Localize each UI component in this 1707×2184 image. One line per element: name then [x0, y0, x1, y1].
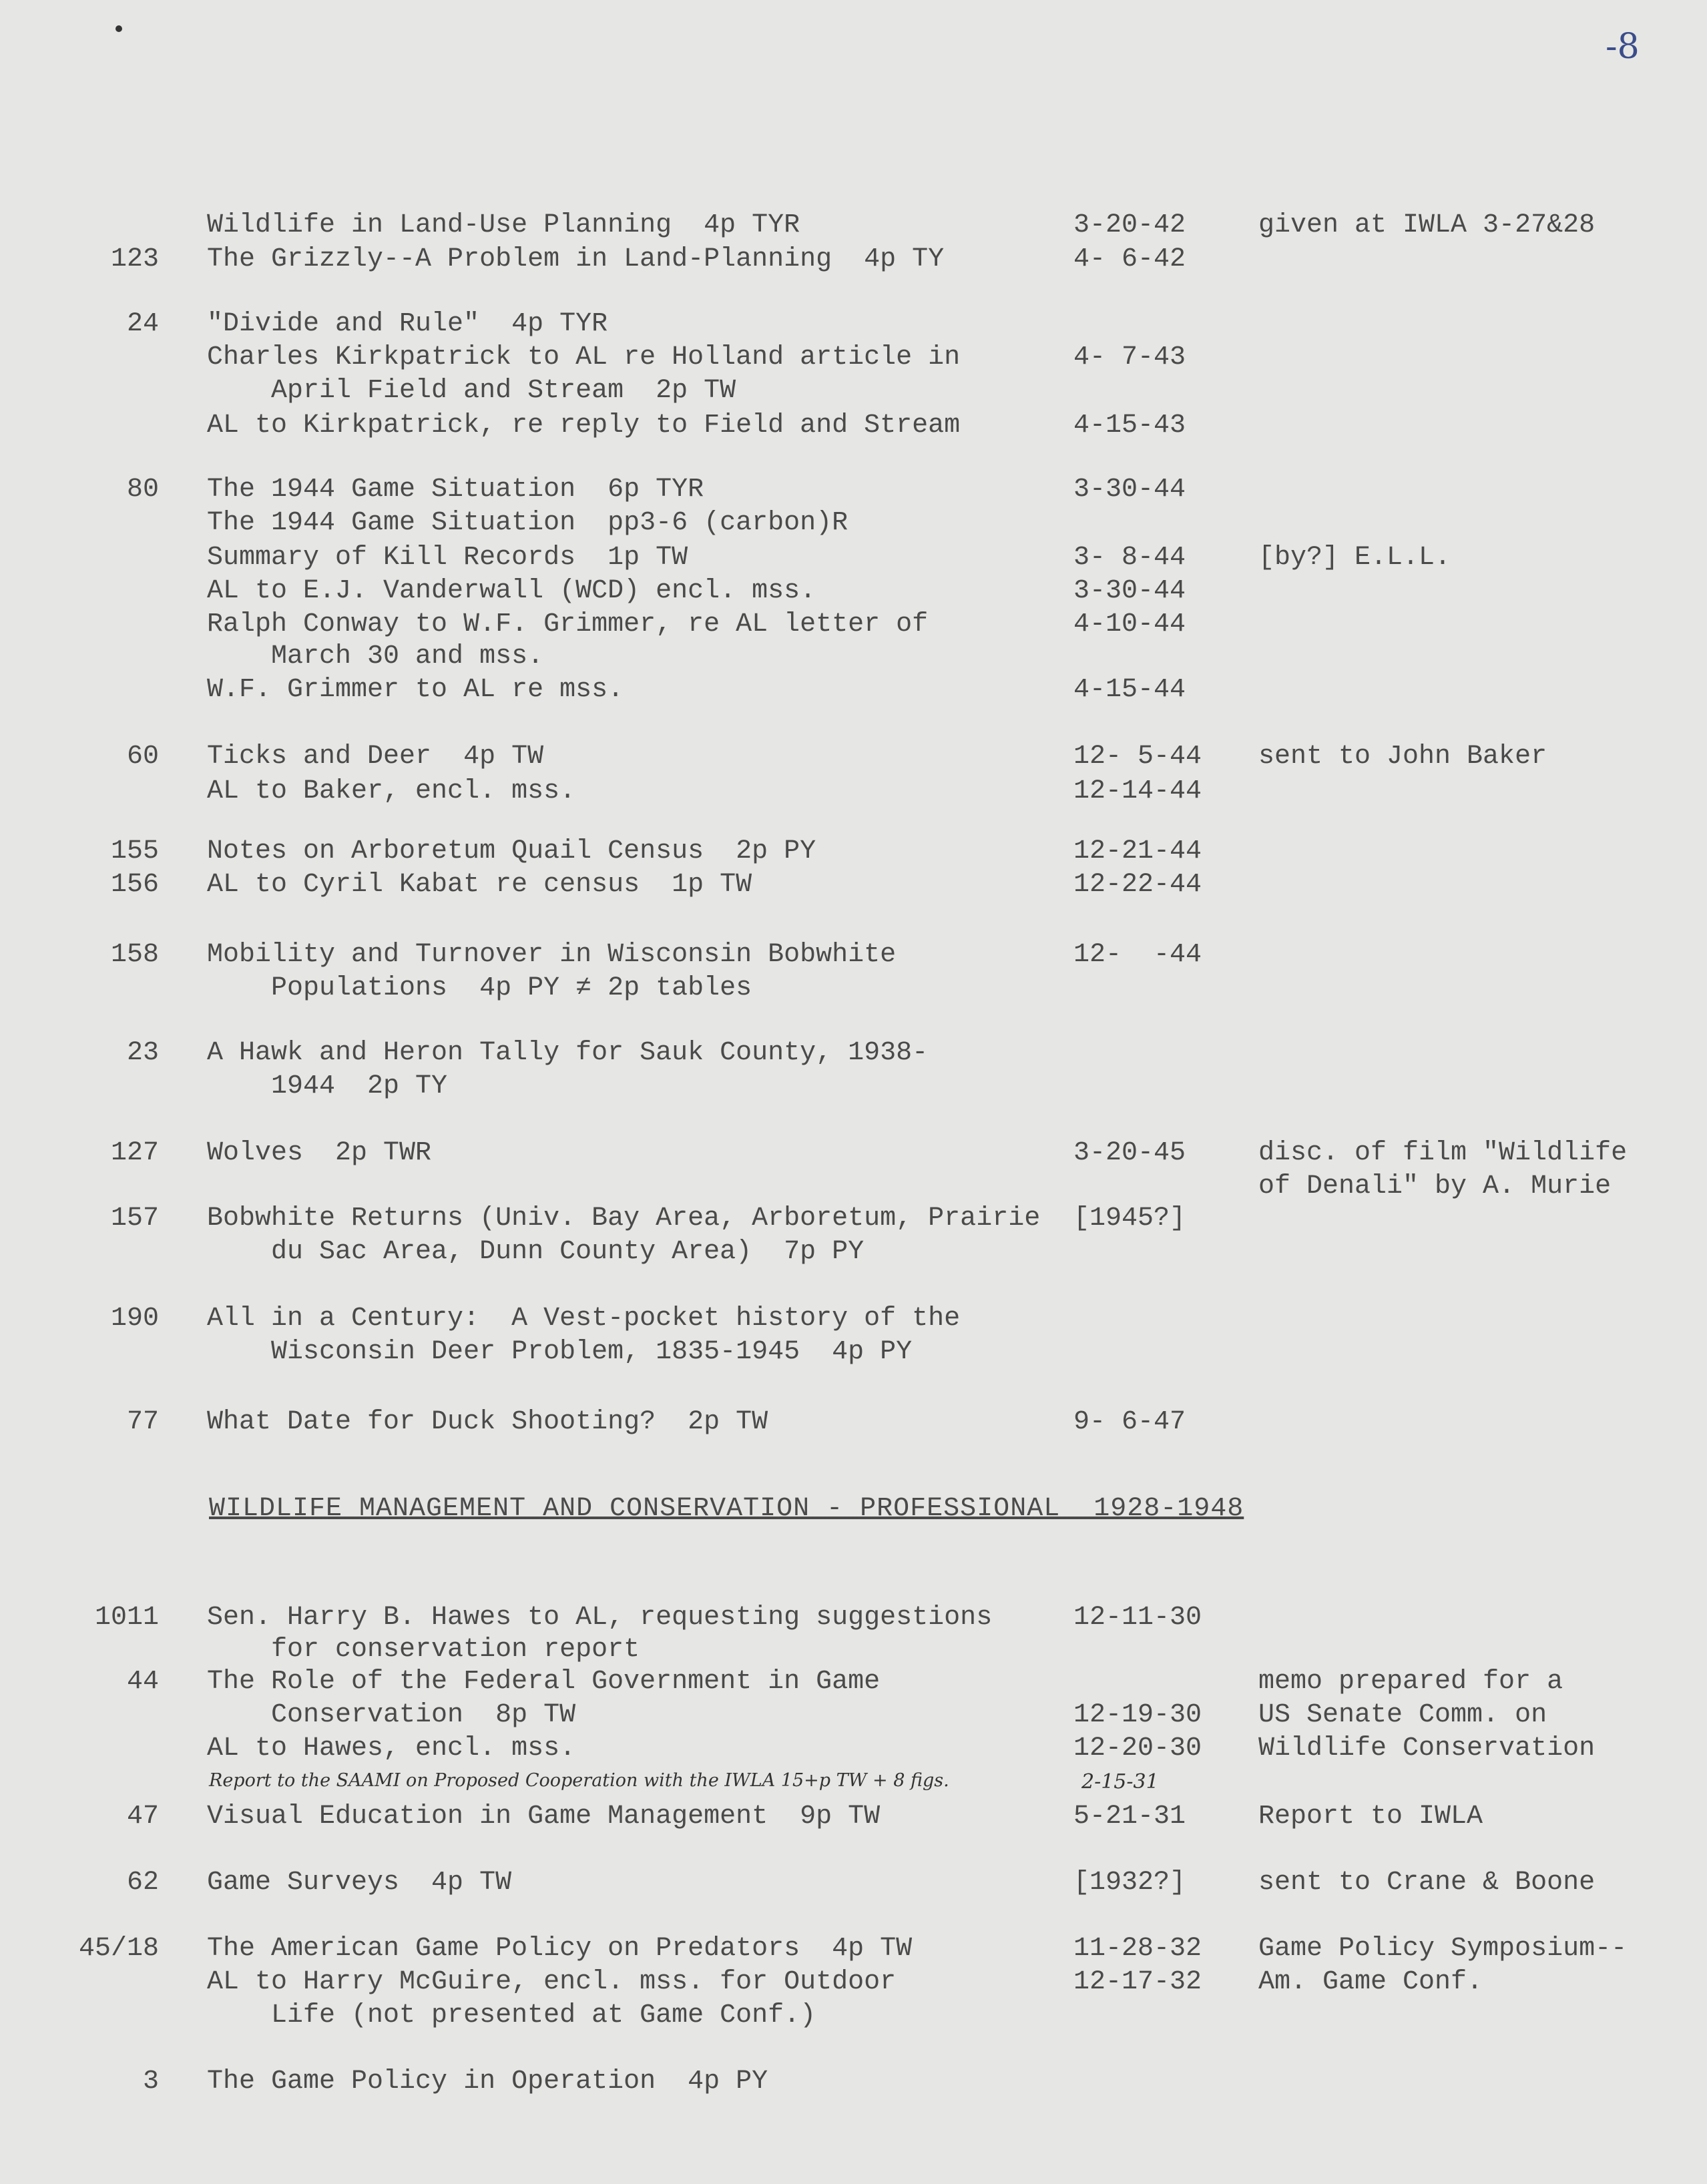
entry-row	[0, 1302, 1707, 1336]
entry-row	[0, 1633, 1707, 1667]
entry-row	[0, 1731, 1707, 1766]
entry-title: The 1944 Game Situation 6p TYR	[207, 475, 704, 505]
entry-number: 123	[110, 244, 159, 274]
entry-title: AL to Kirkpatrick, re reply to Field and Stream	[207, 411, 961, 441]
entry-date: 4-10-44	[1073, 609, 1186, 639]
entry-row	[0, 1169, 1707, 1204]
entry-row	[0, 506, 1707, 541]
entry-title: AL to Cyril Kabat re census 1p TW	[207, 870, 752, 900]
entry-title: Life (not presented at Game Conf.)	[207, 2000, 816, 2030]
entry-title: Populations 4p PY ≠ 2p tables	[207, 973, 752, 1003]
entry-row	[0, 2065, 1707, 2099]
entry-row	[0, 1069, 1707, 1104]
entry-title: AL to E.J. Vanderwall (WCD) encl. mss.	[207, 576, 816, 606]
entry-title: Sen. Harry B. Hawes to AL, requesting suggestions	[207, 1603, 993, 1633]
entry-date: 4- 7-43	[1073, 342, 1186, 372]
entry-number: 127	[110, 1138, 159, 1168]
entry-row	[0, 1201, 1707, 1236]
entry-note: Am. Game Conf.	[1258, 1967, 1483, 1997]
entry-note: US Senate Comm. on	[1258, 1700, 1547, 1730]
entry-title: Bobwhite Returns (Univ. Bay Area, Arboretum, Prairie	[207, 1203, 1041, 1234]
entry-number: 23	[126, 1038, 159, 1068]
entry-note: memo prepared for a	[1258, 1667, 1563, 1697]
entry-row	[0, 574, 1707, 609]
entry-note: [by?] E.L.L.	[1258, 543, 1451, 573]
entry-title: Mobility and Turnover in Wisconsin Bobwhite	[207, 940, 897, 970]
entry-date: 12- -44	[1073, 940, 1202, 970]
entry-date: [1945?]	[1073, 1203, 1186, 1234]
entry-title: Summary of Kill Records 1p TW	[207, 543, 688, 573]
entry-title: Conservation 8p TW	[207, 1700, 576, 1730]
entry-title: Visual Education in Game Management 9p TW	[207, 1802, 881, 1832]
entry-title: The Game Policy in Operation 4p PY	[207, 2067, 768, 2097]
entry-row	[0, 834, 1707, 869]
entry-title: All in a Century: A Vest-pocket history of the	[207, 1304, 961, 1334]
entry-row	[0, 1405, 1707, 1440]
handwritten-entry: Report to the SAAMI on Proposed Cooperation with the IWLA 15+p TW + 8 figs.	[209, 1770, 949, 1791]
entry-number: 158	[110, 940, 159, 970]
entry-number: 77	[126, 1407, 159, 1437]
entry-row	[0, 1800, 1707, 1834]
entry-title: AL to Harry McGuire, encl. mss. for Outdoor	[207, 1967, 897, 1997]
entry-title: Wolves 2p TWR	[207, 1138, 432, 1168]
entry-note: of Denali" by A. Murie	[1258, 1171, 1612, 1201]
entry-number: 45/18	[78, 1934, 159, 1964]
entry-note: given at IWLA 3-27&28	[1258, 210, 1596, 240]
entry-row	[0, 1998, 1707, 2033]
entry-number: 1011	[94, 1603, 159, 1633]
entry-title: March 30 and mss.	[207, 641, 544, 671]
entry-date: 11-28-32	[1073, 1934, 1202, 1964]
entry-date: 12-11-30	[1073, 1603, 1202, 1633]
entry-number: 3	[142, 2067, 159, 2097]
entry-title: Charles Kirkpatrick to AL re Holland article in	[207, 342, 961, 372]
entry-title: for conservation report	[207, 1635, 640, 1665]
entry-date: 3- 8-44	[1073, 543, 1186, 573]
entry-title: The Role of the Federal Government in Game	[207, 1667, 881, 1697]
page-number: -8	[1606, 27, 1640, 67]
entry-number: 44	[126, 1667, 159, 1697]
entry-date: 5-21-31	[1073, 1802, 1186, 1832]
entry-row	[0, 1601, 1707, 1635]
entry-row	[0, 374, 1707, 408]
entry-row	[0, 1335, 1707, 1370]
entry-note: Game Policy Symposium--	[1258, 1934, 1628, 1964]
entry-row	[0, 1965, 1707, 2000]
entry-date: 12-21-44	[1073, 836, 1202, 866]
entry-row	[0, 1698, 1707, 1733]
entry-row	[0, 868, 1707, 902]
entry-title: What Date for Duck Shooting? 2p TW	[207, 1407, 768, 1437]
entry-number: 156	[110, 870, 159, 900]
entry-date: 12-14-44	[1073, 776, 1202, 806]
entry-title: 1944 2p TY	[207, 1071, 448, 1101]
handwritten-date: 2-15-31	[1081, 1770, 1159, 1794]
entry-date: 3-30-44	[1073, 475, 1186, 505]
entry-date: 12-22-44	[1073, 870, 1202, 900]
entry-title: Game Surveys 4p TW	[207, 1868, 512, 1898]
entry-row	[0, 242, 1707, 277]
entry-row	[0, 607, 1707, 642]
entry-title: The Grizzly--A Problem in Land-Planning 4p TY	[207, 244, 945, 274]
entry-title: Wisconsin Deer Problem, 1835-1945 4p PY	[207, 1337, 913, 1367]
entry-title: The American Game Policy on Predators 4p TW	[207, 1934, 913, 1964]
entry-date: [1932?]	[1073, 1868, 1186, 1898]
entry-number: 60	[126, 742, 159, 772]
entry-note: Wildlife Conservation	[1258, 1733, 1596, 1763]
entry-title: du Sac Area, Dunn County Area) 7p PY	[207, 1237, 865, 1267]
entry-number: 190	[110, 1304, 159, 1334]
entry-date: 3-20-42	[1073, 210, 1186, 240]
entry-note: Report to IWLA	[1258, 1802, 1483, 1832]
entry-row	[0, 1136, 1707, 1171]
entry-row	[0, 340, 1707, 375]
entry-title: A Hawk and Heron Tally for Sauk County, 1938-	[207, 1038, 929, 1068]
entry-row	[0, 1665, 1707, 1699]
entry-date: 4-15-44	[1073, 675, 1186, 705]
entry-date: 3-20-45	[1073, 1138, 1186, 1168]
entry-title: W.F. Grimmer to AL re mss.	[207, 675, 624, 705]
ink-speck	[115, 25, 122, 32]
entry-title: AL to Baker, encl. mss.	[207, 776, 576, 806]
entry-number: 157	[110, 1203, 159, 1234]
entry-date: 4- 6-42	[1073, 244, 1186, 274]
entry-number: 80	[126, 475, 159, 505]
entry-row	[0, 740, 1707, 774]
entry-date: 12-19-30	[1073, 1700, 1202, 1730]
entry-row	[0, 208, 1707, 243]
entry-number: 24	[126, 309, 159, 339]
entry-number: 47	[126, 1802, 159, 1832]
entry-row	[0, 1932, 1707, 1966]
entry-title: Notes on Arboretum Quail Census 2p PY	[207, 836, 816, 866]
section-heading: WILDLIFE MANAGEMENT AND CONSERVATION - PROFESSIONAL 1928-1948	[209, 1494, 1244, 1524]
entry-number: 62	[126, 1868, 159, 1898]
entry-title: April Field and Stream 2p TW	[207, 376, 736, 406]
entry-date: 12-17-32	[1073, 1967, 1202, 1997]
entry-row	[0, 639, 1707, 674]
entry-row	[0, 971, 1707, 1006]
entry-row	[0, 1866, 1707, 1900]
entry-date: 4-15-43	[1073, 411, 1186, 441]
entry-date: 3-30-44	[1073, 576, 1186, 606]
entry-row	[0, 938, 1707, 973]
entry-note: sent to John Baker	[1258, 742, 1547, 772]
entry-title: Wildlife in Land-Use Planning 4p TYR	[207, 210, 800, 240]
entry-number: 155	[110, 836, 159, 866]
entry-title: Ticks and Deer 4p TW	[207, 742, 544, 772]
entry-date: 12- 5-44	[1073, 742, 1202, 772]
entry-date: 9- 6-47	[1073, 1407, 1186, 1437]
entry-note: disc. of film "Wildlife	[1258, 1138, 1628, 1168]
entry-title: The 1944 Game Situation pp3-6 (carbon)R	[207, 508, 848, 538]
entry-title: AL to Hawes, encl. mss.	[207, 1733, 576, 1763]
entry-title: Ralph Conway to W.F. Grimmer, re AL letter of	[207, 609, 929, 639]
entry-date: 12-20-30	[1073, 1733, 1202, 1763]
entry-row	[0, 307, 1707, 342]
entry-row	[0, 541, 1707, 575]
entry-row	[0, 1036, 1707, 1071]
entry-row	[0, 774, 1707, 809]
entry-note: sent to Crane & Boone	[1258, 1868, 1596, 1898]
entry-row	[0, 408, 1707, 443]
entry-row	[0, 673, 1707, 708]
entry-row	[0, 473, 1707, 507]
entry-row	[0, 1235, 1707, 1270]
entry-title: "Divide and Rule" 4p TYR	[207, 309, 608, 339]
